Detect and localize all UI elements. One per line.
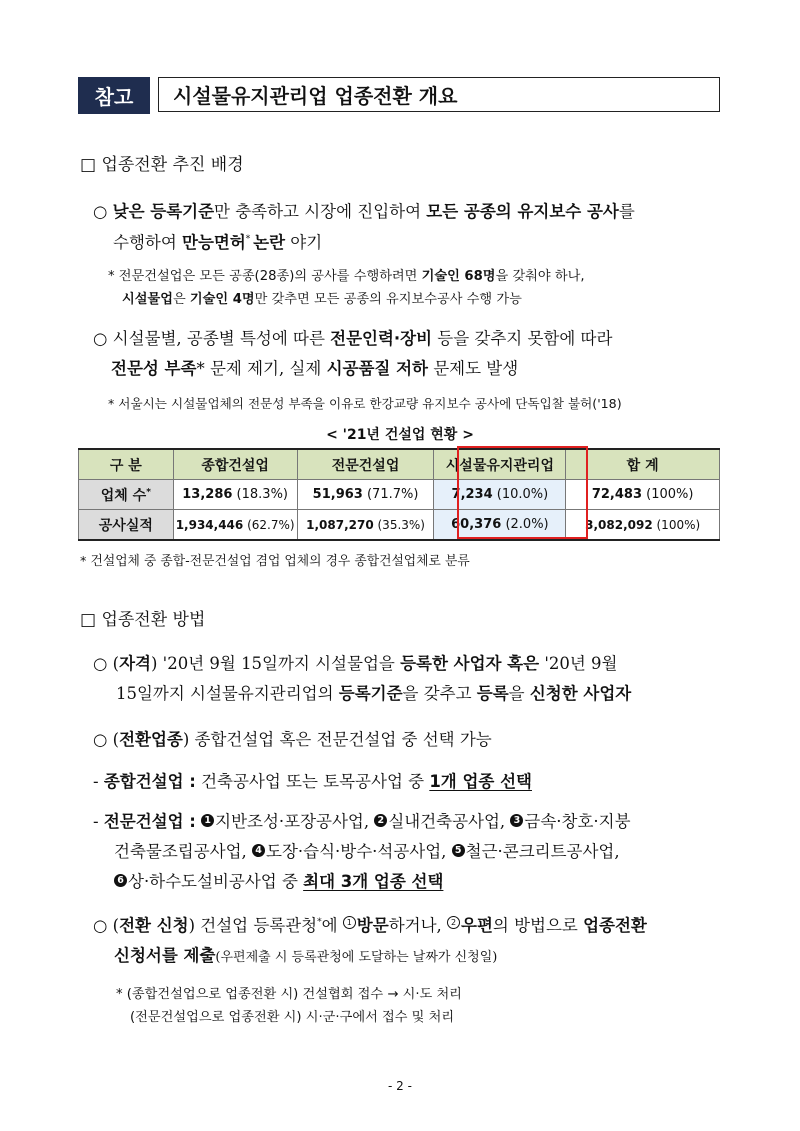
row-label: 업체 수* (79, 480, 174, 510)
header-category: 구 분 (79, 449, 174, 480)
number-1-icon: 1 (201, 814, 214, 827)
method-application-line-2: 신청서를 제출(우편제출 시 등록관청에 도달하는 날짜가 신청일) (114, 946, 498, 965)
background-note-2: * 서울시는 시설물업체의 전문성 부족을 이유로 한강교량 유지보수 공사에 단독입찰 불허('18) (108, 396, 622, 411)
specialty-construction-option-line-3: 6 상·하수도설비공사업 중 최대 3개 업종 선택 (114, 868, 443, 892)
table-cell: 1,087,270 (35.3%) (297, 510, 434, 541)
row-label: 공사실적 (79, 510, 174, 541)
table-cell: 72,483 (100%) (566, 480, 720, 510)
method-qualification-line-2: 15일까지 시설물유지관리업의 등록기준을 갖추고 등록을 신청한 사업자 (116, 684, 632, 703)
header-specialty: 전문건설업 (297, 449, 434, 480)
section-heading-background: □ 업종전환 추진 배경 (80, 155, 244, 175)
background-point-2-line-2: 전문성 부족* 문제 제기, 실제 시공품질 저하 문제도 발생 (111, 359, 519, 378)
number-4-icon: 4 (252, 844, 265, 857)
background-note-1-line-2: 시설물업은 기술인 4명만 갖추면 모든 공종의 유지보수공사 수행 가능 (122, 292, 522, 307)
background-note-1-line-1: * 전문건설업은 모든 공종(28종)의 공사를 수행하려면 기술인 68명을 갖춰야 하나, (108, 269, 585, 284)
background-point-1-line-2: 수행하여 만능면허* 논란 야기 (113, 233, 323, 252)
table-cell: 1,934,446 (62.7%) (173, 510, 297, 541)
highlight-box (457, 446, 588, 539)
method-target-industry: ○ (전환업종) 종합건설업 혹은 전문건설업 중 선택 가능 (93, 730, 492, 749)
method-application-line-1: ○ (전환 신청) 건설업 등록관청*에 1 방문하거나, 2 우편의 방법으로 업종전환 (93, 916, 647, 935)
background-point-1-line-1: ○ 낮은 등록기준만 충족하고 시장에 진입하여 모든 공종의 유지보수 공사를 (93, 202, 635, 221)
reference-tag: 참고 (78, 77, 150, 114)
table-caption: < '21년 건설업 현황 > (326, 427, 474, 443)
table-cell: 3,082,092 (100%) (566, 510, 720, 541)
header-general: 종합건설업 (173, 449, 297, 480)
number-6-icon: 6 (114, 874, 127, 887)
number-2-icon: 2 (374, 814, 387, 827)
table-header-row (79, 449, 720, 480)
page-number: - 2 - (388, 1079, 412, 1093)
number-3-icon: 3 (510, 814, 523, 827)
table-footnote: * 건설업체 중 종합-전문건설업 겸업 업체의 경우 종합건설업체로 분류 (80, 554, 470, 569)
table-cell: 13,286 (18.3%) (173, 480, 297, 510)
page-title: 시설물유지관리업 업종전환 개요 (158, 77, 720, 112)
specialty-construction-option-line-1: - 전문건설업 : 1 지반조성·포장공사업, 2 실내건축공사업, 3 금속·창호·지붕 (93, 812, 631, 831)
number-2-outline-icon: 2 (447, 916, 460, 929)
specialty-construction-option-line-2: 건축물조립공사업, 4 도장·습식·방수·석공사업, 5 철근·콘크리트공사업, (114, 842, 620, 861)
construction-status-table (78, 448, 720, 541)
application-note-line-2: (전문건설업으로 업종전환 시) 시·군·구에서 접수 및 처리 (130, 1010, 455, 1025)
general-construction-option: - 종합건설업 : 건축공사업 또는 토목공사업 중 1개 업종 선택 (93, 772, 532, 791)
section-heading-method: □ 업종전환 방법 (80, 610, 206, 630)
background-point-2-line-1: ○ 시설물별, 공종별 특성에 따른 전문인력·장비 등을 갖추지 못함에 따라 (93, 329, 613, 348)
table-row (79, 480, 720, 510)
table-cell-highlighted: 60,376 (2.0%) (434, 510, 566, 541)
method-qualification-line-1: ○ (자격) '20년 9월 15일까지 시설물업을 등록한 사업자 혹은 '20년 9월 (93, 654, 618, 673)
application-note-line-1: * (종합건설업으로 업종전환 시) 건설협회 접수 → 시·도 처리 (116, 987, 462, 1002)
table-cell: 51,963 (71.7%) (297, 480, 434, 510)
header-total: 합 계 (566, 449, 720, 480)
number-1-outline-icon: 1 (343, 916, 356, 929)
number-5-icon: 5 (452, 844, 465, 857)
table-row (79, 510, 720, 541)
header-facility: 시설물유지관리업 (434, 449, 566, 480)
table-cell-highlighted: 7,234 (10.0%) (434, 480, 566, 510)
